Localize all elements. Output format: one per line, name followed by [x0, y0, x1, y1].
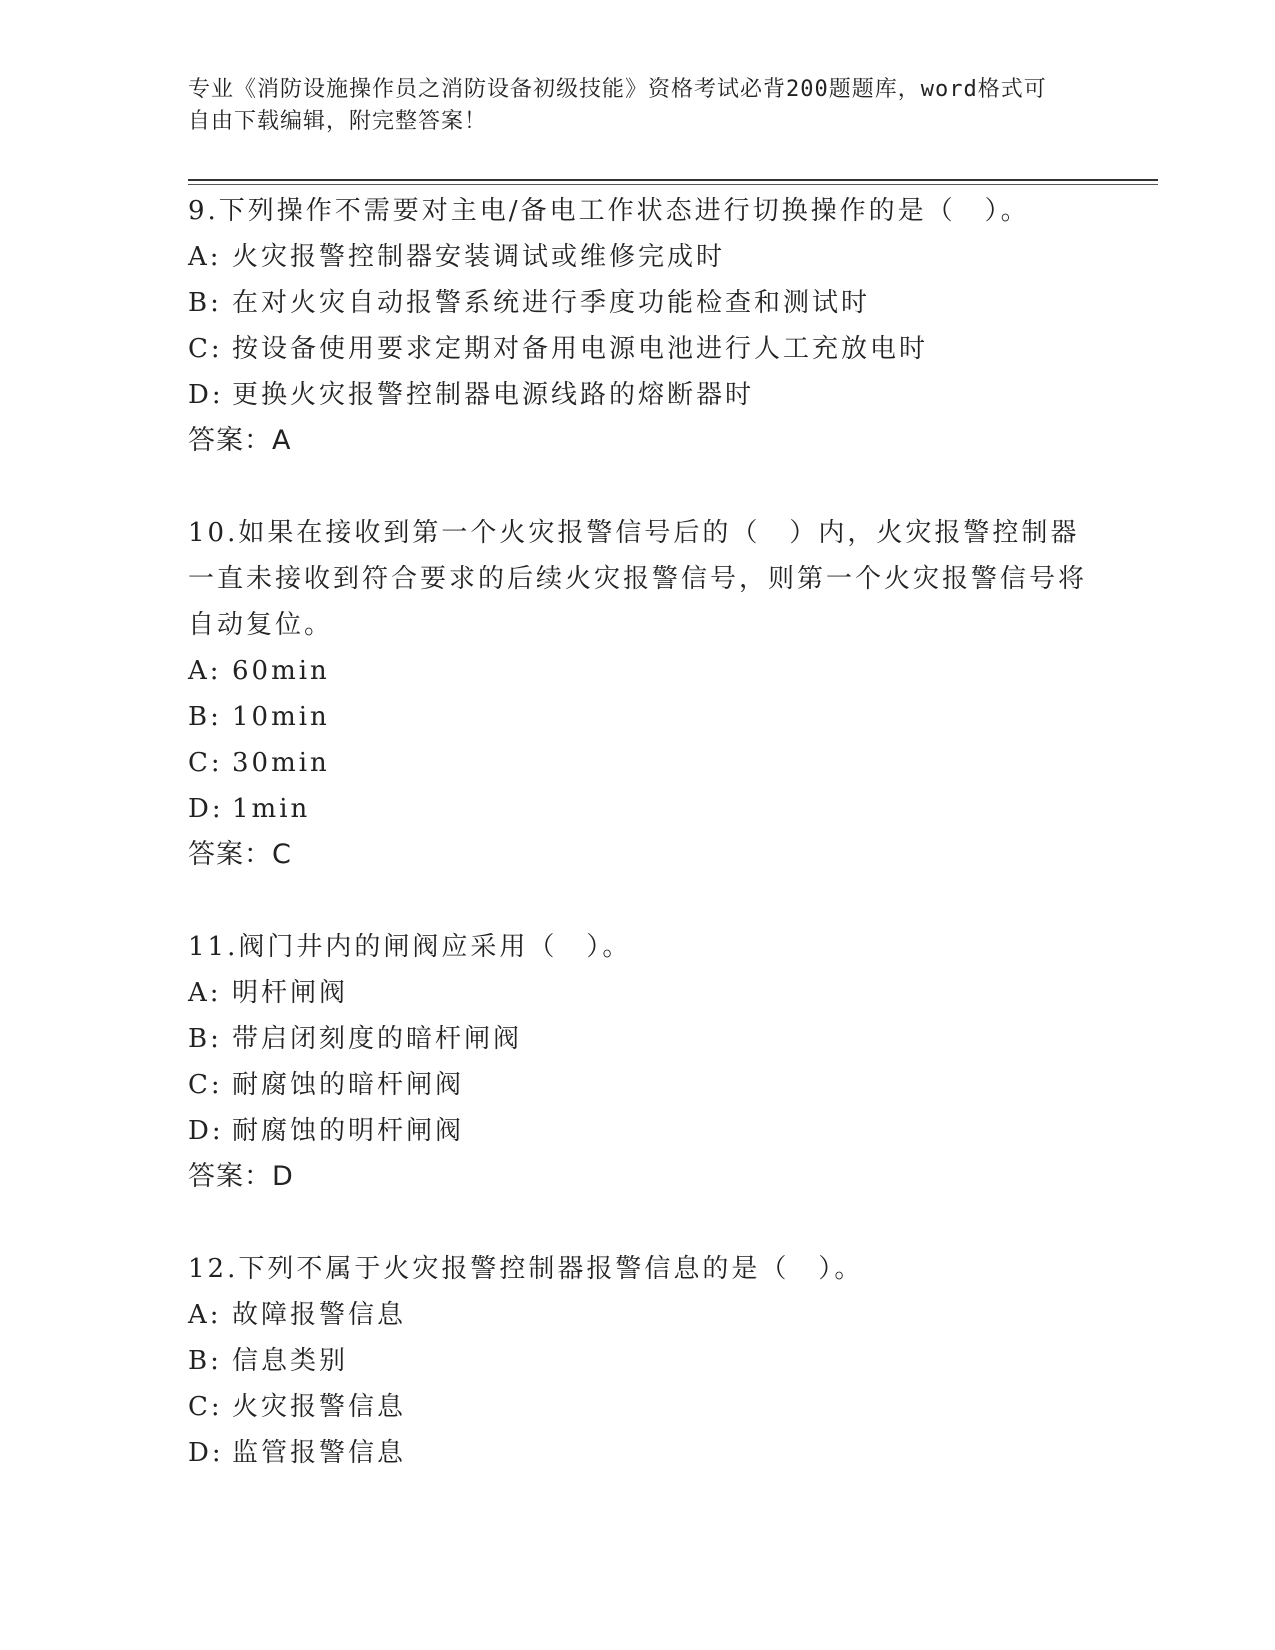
option-text: 监管报警信息 [232, 1438, 407, 1468]
option-b [188, 694, 1088, 740]
option-text: 明杆闸阀 [232, 978, 349, 1008]
option-a [188, 648, 1088, 694]
answer-text: 答案：A [188, 425, 292, 456]
header-divider-thin [188, 184, 1158, 185]
option-c [188, 740, 1088, 786]
question-9 [188, 188, 1088, 464]
option-b [188, 280, 1088, 326]
option-label: C: [188, 748, 223, 778]
option-text: 耐腐蚀的明杆闸阀 [232, 1116, 465, 1146]
option-text: 按设备使用要求定期对备用电源电池进行人工充放电时 [232, 334, 929, 364]
option-text: 信息类别 [232, 1346, 349, 1376]
option-c [188, 1062, 1088, 1108]
option-label: C: [188, 1392, 223, 1422]
option-text: 30min [232, 748, 330, 778]
question-stem: 10.如果在接收到第一个火灾报警信号后的（ ）内，火灾报警控制器一直未接收到符合要求的后续火灾报警信号，则第一个火灾报警信号将自动复位。 [188, 518, 1088, 640]
question-list [188, 188, 1088, 1522]
question-stem: 11.阀门井内的闸阀应采用（ ）。 [188, 932, 632, 962]
option-label: A: [188, 1300, 222, 1330]
answer-text: 答案：D [188, 1161, 294, 1192]
option-c [188, 326, 1088, 372]
question-11 [188, 924, 1088, 1200]
header-divider-thick [188, 179, 1158, 181]
option-label: A: [188, 242, 222, 272]
option-label: B: [188, 288, 222, 318]
option-c [188, 1384, 1088, 1430]
option-text: 1min [232, 794, 311, 824]
option-text: 火灾报警信息 [232, 1392, 407, 1422]
option-text: 60min [232, 656, 330, 686]
option-a [188, 970, 1088, 1016]
option-text: 10min [232, 702, 330, 732]
question-stem: 9.下列操作不需要对主电/备电工作状态进行切换操作的是（ ）。 [188, 196, 1030, 226]
option-label: D: [188, 1438, 224, 1468]
option-d [188, 1430, 1088, 1476]
option-text: 带启闭刻度的暗杆闸阀 [232, 1024, 523, 1054]
question-12 [188, 1246, 1088, 1476]
option-b [188, 1338, 1088, 1384]
option-a [188, 1292, 1088, 1338]
option-label: D: [188, 794, 224, 824]
option-label: B: [188, 1024, 222, 1054]
answer-text: 答案：C [188, 839, 292, 870]
option-text: 在对火灾自动报警系统进行季度功能检查和测试时 [232, 288, 871, 318]
option-d [188, 372, 1088, 418]
option-label: B: [188, 702, 222, 732]
document-header: 专业《消防设施操作员之消防设备初级技能》资格考试必背200题题库，word格式可自由下载编辑，附完整答案！ [188, 77, 1047, 134]
question-10 [188, 510, 1088, 878]
option-a [188, 234, 1088, 280]
option-b [188, 1016, 1088, 1062]
option-text: 火灾报警控制器安装调试或维修完成时 [232, 242, 726, 272]
option-label: B: [188, 1346, 222, 1376]
option-d [188, 786, 1088, 832]
option-label: D: [188, 380, 224, 410]
option-text: 故障报警信息 [232, 1300, 407, 1330]
option-text: 耐腐蚀的暗杆闸阀 [232, 1070, 465, 1100]
option-d [188, 1108, 1088, 1154]
option-label: D: [188, 1116, 224, 1146]
option-text: 更换火灾报警控制器电源线路的熔断器时 [232, 380, 755, 410]
question-stem: 12.下列不属于火灾报警控制器报警信息的是（ ）。 [188, 1254, 864, 1284]
option-label: C: [188, 334, 223, 364]
option-label: C: [188, 1070, 223, 1100]
option-label: A: [188, 978, 222, 1008]
option-label: A: [188, 656, 222, 686]
